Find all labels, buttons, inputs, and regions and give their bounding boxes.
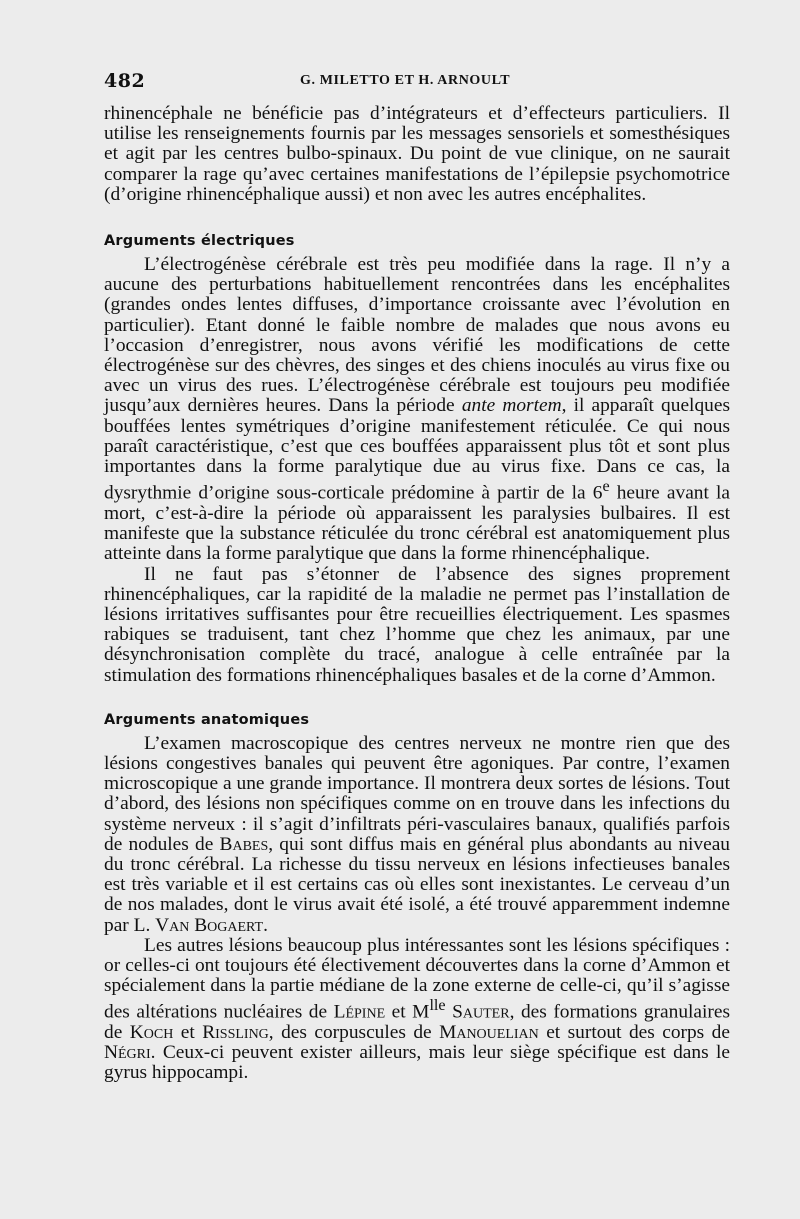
page-header — [104, 70, 730, 92]
section-heading-anatomic: Arguments anatomiques — [104, 711, 310, 728]
section-heading-electric: Arguments électriques — [104, 233, 295, 250]
author-name: Négri — [104, 1042, 151, 1064]
body-text — [104, 104, 730, 1084]
author-name: Rissling — [202, 1022, 269, 1044]
paragraph-macroscopic: L’examen macroscopique des centres nerveux ne montre rien que des lésions congestives banales qui peuvent être agoniques. Par contre, l’examen microscopique a une grande importance. Il montrera deux sortes de lésions. Tout d’abord, des lésions non spécifiques comme on en trouve dans les infections du système nerveux : il s’agit d’infiltrats péri-vasculaires banaux, qualifiés parfois de nodules de Babes, qui sont diffus mais en général plus abondants au niveau du tronc cérébral. La richesse du tissu nerveux en lésions infectieuses banales est très variable et il est certains cas où elles sont inexistantes. Le cerveau d’un de nos malades, dont le virus avait été isolé, a été trouvé apparemment indemne par L. Van Bogaert. — [104, 732, 731, 936]
paragraph-continuation: rhinencéphale ne bénéficie pas d’intégrateurs et d’effecteurs particuliers. Il utilise les renseignements fournis par les messages sensoriels et somesthésiques et agit par les centres bulbo-spinaux. Du point de vue clinique, on ne saurait comparer la rage qu’avec certaines manifestations de l’épilepsie psychomotrice (d’origine rhinencéphalique aussi) et non avec les autres encéphalites. — [104, 103, 730, 205]
author-name: Koch — [129, 1022, 174, 1044]
author-name: Sauter — [452, 1001, 510, 1023]
paragraph-specific-lesions: Les autres lésions beaucoup plus intéressantes sont les lésions spécifiques : or celles-ci ont toujours été électivement découvertes dans la corne d’Ammon et spécialement dans la partie médiane de la zone externe de celle-ci, qu’il s’agisse des altérations nucléaires de Lépine et $M^{lle}$ Sauter, des formations granulaires de Koch et Rissling, des corpuscules de Manouelian et surtout des corps de Négri. Ceux-ci peuvent exister ailleurs, mais leur siège spécifique est dans le gyrus hippocampi. — [104, 934, 731, 1084]
author-name: Manouelian — [439, 1022, 539, 1044]
paragraph-electrogenesis: L’électrogénèse cérébrale est très peu modifiée dans la rage. Il n’y a aucune des perturbations habituellement rencontrées dans les encéphalites (grandes ondes lentes diffuses, d’importance croissante avec l’évolution en particulier). Etant donné le faible nombre de malades que nous avons eu l’occasion d’enregistrer, nous avons vérifié les modifications de cette électrogénèse sur des chèvres, des singes et des chiens inoculés au virus fixe ou avec un virus des rues. L’électrogénèse cérébrale est toujours peu modifiée jusqu’aux dernières heures. Dans la période ante mortem, il apparaît quelques bouffées lentes symétriques d’origine manifestement réticulée. Ce qui nous paraît caractéristique, c’est que ces bouffées apparaissent plus tôt et sont plus importantes dans la forme paralytique due au virus fixe. Dans ce cas, la dysrythmie d’origine sous-corticale prédomine à partir de la 6e heure avant la mort, c’est-à-dire la période où apparaissent les paralysies bulbaires. Il est manifeste que la substance réticulée du tronc cérébral est anatomiquement plus atteinte dans la forme paralytique que dans la forme rhinencéphalique. — [104, 254, 730, 565]
page-number: 482 — [104, 70, 146, 92]
author-name: Lépine — [333, 1001, 386, 1023]
running-head: G. MILETTO ET H. ARNOULT — [300, 73, 511, 88]
author-name: Van Bogaert — [155, 914, 264, 936]
paragraph-rhinencephalic-signs: Il ne faut pas s’étonner de l’absence des signes proprement rhinencéphaliques, car la rapidité de la maladie ne permet pas l’installation de lésions irritatives suffisantes pour être recueillies électriquement. Les spasmes rabiques se traduisent, tant chez l’homme que chez les animaux, par une désynchronisation complète du tracé, analogue à celle entraînée par la stimulation des formations rhinencéphaliques basales et de la corne d’Ammon. — [104, 563, 730, 686]
author-name: Babes — [219, 833, 269, 855]
latin-term: ante mortem — [461, 395, 562, 417]
